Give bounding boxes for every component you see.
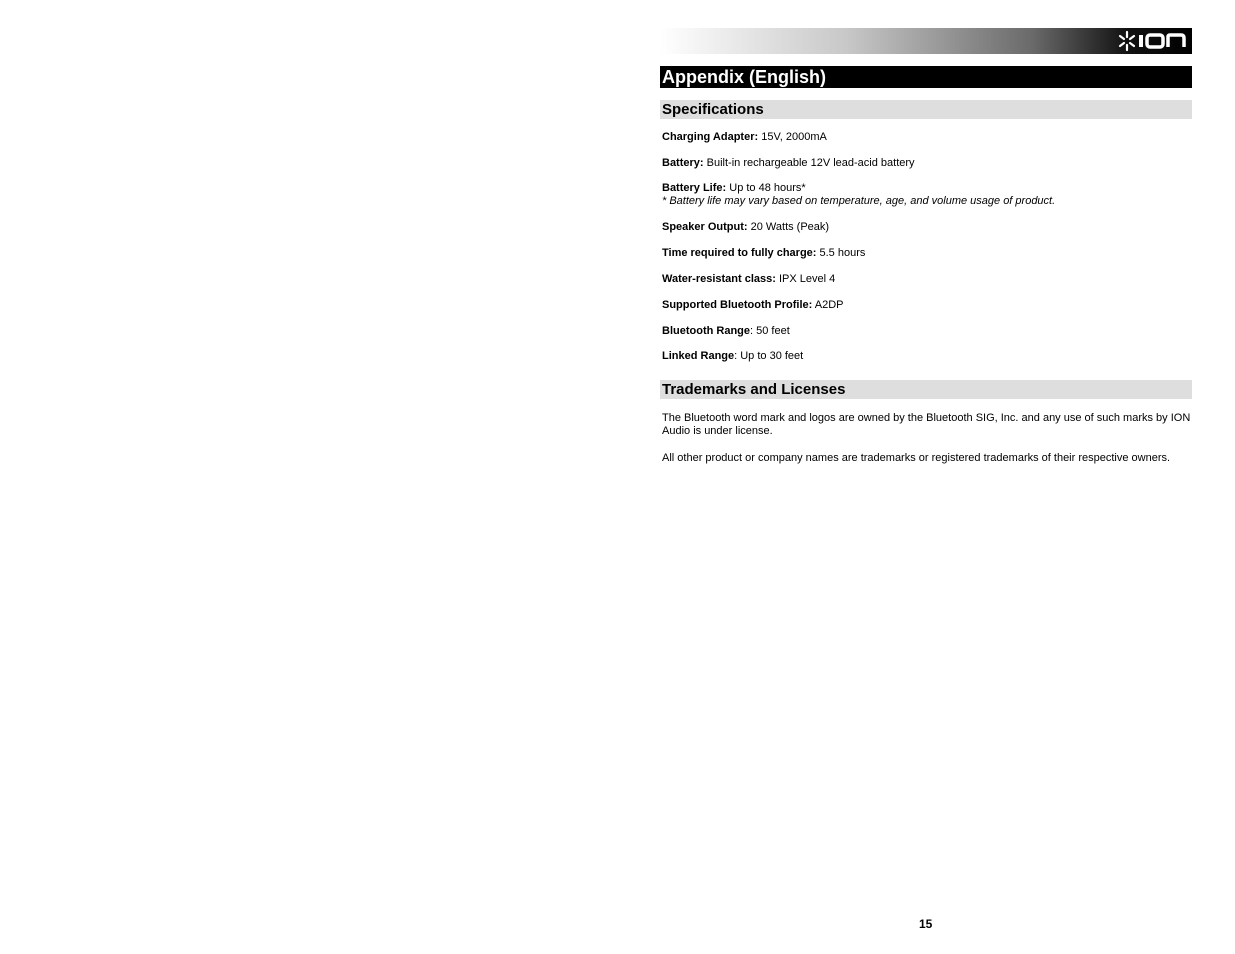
page-number: 15 bbox=[919, 917, 933, 931]
spec-label: Charging Adapter: bbox=[662, 131, 759, 143]
spec-battery bbox=[662, 157, 1192, 170]
spec-label: Bluetooth Range bbox=[662, 325, 750, 337]
trademark-paragraph-other: All other product or company names are trademarks or registered trademarks of their respective owners. bbox=[662, 452, 1171, 464]
spec-water-resistant bbox=[662, 273, 1192, 286]
spec-linked-range bbox=[662, 350, 1192, 363]
spec-value: IPX Level 4 bbox=[775, 273, 836, 285]
spec-battery-life bbox=[662, 182, 1192, 208]
spec-value: Built-in rechargeable 12V lead-acid battery bbox=[703, 157, 915, 169]
spec-value: 5.5 hours bbox=[816, 247, 866, 259]
spec-value: 15V, 2000mA bbox=[758, 131, 827, 143]
trademark-paragraph-bluetooth: The Bluetooth word mark and logos are owned by the Bluetooth SIG, Inc. and any use of such marks by ION Audio is under license. bbox=[662, 412, 1191, 437]
battery-life-note: * Battery life may vary based on temperature, age, and volume usage of product. bbox=[662, 195, 1056, 207]
spec-charging-adapter bbox=[662, 131, 1192, 144]
spec-speaker-output bbox=[662, 221, 1192, 234]
trademarks-heading: Trademarks and Licenses bbox=[660, 380, 1192, 399]
spec-value: 20 Watts (Peak) bbox=[747, 221, 830, 233]
svg-text:ION: ION bbox=[1118, 30, 1120, 31]
header-gradient-bar bbox=[660, 28, 1192, 54]
spec-label: Supported Bluetooth Profile: bbox=[662, 299, 813, 311]
spec-bluetooth-range bbox=[662, 325, 1192, 338]
spec-label: Battery Life: bbox=[662, 182, 727, 194]
spec-value: Up to 48 hours* bbox=[726, 182, 806, 194]
spec-bluetooth-profile bbox=[662, 299, 1192, 312]
spec-label: Linked Range bbox=[662, 350, 735, 362]
spec-label: Time required to fully charge: bbox=[662, 247, 817, 259]
page-title: Appendix (English) bbox=[660, 66, 1192, 88]
spec-label: Battery: bbox=[662, 157, 704, 169]
spec-charge-time bbox=[662, 247, 1192, 260]
spec-value: : 50 feet bbox=[750, 325, 790, 337]
spec-label: Water-resistant class: bbox=[662, 273, 776, 285]
spec-value: A2DP bbox=[812, 299, 844, 311]
specifications-heading: Specifications bbox=[660, 100, 1192, 119]
ion-logo bbox=[1118, 30, 1188, 52]
spec-value: : Up to 30 feet bbox=[734, 350, 804, 362]
spec-label: Speaker Output: bbox=[662, 221, 748, 233]
